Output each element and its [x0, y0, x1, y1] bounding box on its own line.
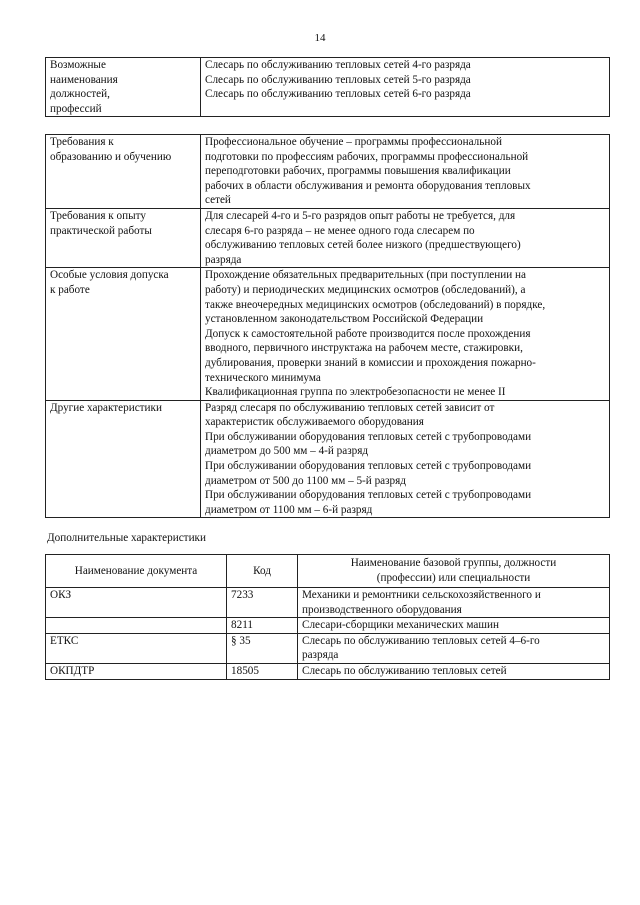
- text-line: вводного, первичного инструктажа на рабочем месте, стажировки,: [205, 342, 523, 355]
- code-cell: 7233: [227, 588, 298, 618]
- text-line: диаметром до 500 мм – 4-й разряд: [205, 445, 369, 458]
- code-cell: § 35: [227, 633, 298, 663]
- requirement-label-cell: [46, 135, 201, 209]
- name-cell: [298, 618, 610, 634]
- text-line: переподготовки рабочих, программы повышения квалификации: [205, 165, 511, 178]
- text-line: Механики и ремонтники сельскохозяйственного и: [302, 589, 541, 601]
- text-line: Прохождение обязательных предварительных (при поступлении на: [205, 269, 526, 282]
- text-line: характеристик обслуживаемого оборудования: [205, 416, 424, 429]
- text-line: При обслуживании оборудования тепловых сетей с трубопроводами: [205, 430, 532, 443]
- header-line: Наименование базовой группы, должности: [350, 557, 557, 570]
- column-header-document: Наименование документа: [46, 555, 227, 588]
- additional-characteristics-table: [45, 554, 610, 680]
- requirement-label-cell: [46, 208, 201, 267]
- label-line: профессий: [50, 102, 102, 115]
- text-line: разряда: [205, 253, 242, 266]
- text-line: установленном законодательством Российской Федерации: [205, 313, 484, 326]
- name-cell: [298, 588, 610, 618]
- requirement-value-cell: [201, 135, 610, 209]
- text-line: подготовки по профессиям рабочих, программы профессиональной: [205, 150, 529, 163]
- requirements-table: [45, 134, 610, 518]
- additional-characteristics-heading: Дополнительные характеристики: [47, 532, 206, 544]
- positions-value-cell: [201, 58, 610, 117]
- table-row: [46, 400, 610, 518]
- header-line: (профессии) или специальности: [376, 572, 531, 584]
- table-row: [46, 618, 610, 634]
- text-line: Допуск к самостоятельной работе производится после прохождения: [205, 327, 531, 340]
- position-title: Слесарь по обслуживанию тепловых сетей 5-го разряда: [205, 73, 471, 86]
- text-line: Квалификационная группа по электробезопасности не менее II: [205, 386, 506, 399]
- code-cell: 8211: [227, 618, 298, 634]
- text-line: Профессиональное обучение – программы профессиональной: [205, 136, 502, 148]
- text-line: Слесари-сборщики механических машин: [302, 619, 499, 632]
- table-row: [46, 633, 610, 663]
- text-line: дублирования, проверки знаний в комиссии и прохождения пожарно-: [205, 356, 536, 369]
- text-line: Разряд слесаря по обслуживанию тепловых сетей зависит от: [205, 401, 495, 414]
- requirement-label-cell: [46, 268, 201, 400]
- table-row: [46, 588, 610, 618]
- text-line: Для слесарей 4-го и 5-го разрядов опыт работы не требуется, для: [205, 209, 516, 222]
- requirement-value-cell: [201, 400, 610, 518]
- text-line: производственного оборудования: [302, 603, 462, 616]
- position-title: Слесарь по обслуживанию тепловых сетей 6-го разряда: [205, 88, 471, 101]
- text-line: слесаря 6-го разряда – не менее одного года слесарем по: [205, 224, 475, 237]
- document-cell: ОКПДТР: [46, 663, 227, 679]
- requirement-value-cell: [201, 208, 610, 267]
- text-line: разряда: [302, 649, 339, 662]
- column-header-code: Код: [227, 555, 298, 588]
- position-title: Слесарь по обслуживанию тепловых сетей 4-го разряда: [205, 59, 471, 71]
- label-line: Требования к: [50, 136, 114, 148]
- label-line: наименования: [50, 73, 118, 86]
- text-line: сетей: [205, 194, 231, 207]
- document-cell: ЕТКС: [46, 633, 227, 663]
- label-line: должностей,: [50, 88, 110, 101]
- positions-table: [45, 57, 610, 117]
- table-header-row: [46, 555, 610, 588]
- table-row: [46, 135, 610, 209]
- label-line: Другие характеристики: [50, 401, 162, 414]
- text-line: работу) и периодических медицинских осмотров (обследований), а: [205, 283, 526, 296]
- label-line: Требования к опыту: [50, 209, 146, 222]
- positions-label-cell: [46, 58, 201, 117]
- table-row: [46, 208, 610, 267]
- requirement-value-cell: [201, 268, 610, 400]
- text-line: Слесарь по обслуживанию тепловых сетей 4–6-го: [302, 634, 540, 647]
- document-cell: ОКЗ: [46, 588, 227, 618]
- text-line: При обслуживании оборудования тепловых сетей с трубопроводами: [205, 460, 532, 473]
- label-line: к работе: [50, 283, 90, 296]
- label-line: практической работы: [50, 224, 152, 237]
- text-line: диаметром от 1100 мм – 6-й разряд: [205, 503, 373, 516]
- code-cell: 18505: [227, 663, 298, 679]
- text-line: также внеочередных медицинских осмотров (обследований) в порядке,: [205, 298, 546, 311]
- label-line: образованию и обучению: [50, 150, 172, 163]
- table-row: [46, 58, 610, 117]
- requirement-label-cell: [46, 400, 201, 518]
- table-row: [46, 268, 610, 400]
- label-line: Возможные: [50, 59, 106, 71]
- text-line: При обслуживании оборудования тепловых сетей с трубопроводами: [205, 489, 532, 502]
- document-cell: [46, 618, 227, 634]
- text-line: технического минимума: [205, 371, 321, 384]
- column-header-name: [298, 555, 610, 588]
- text-line: Слесарь по обслуживанию тепловых сетей: [302, 664, 507, 677]
- name-cell: [298, 633, 610, 663]
- name-cell: [298, 663, 610, 679]
- text-line: рабочих в области обслуживания и ремонта оборудования тепловых: [205, 179, 531, 192]
- page-number: 14: [314, 32, 326, 44]
- text-line: диаметром от 500 до 1100 мм – 5-й разряд: [205, 474, 406, 487]
- label-line: Особые условия допуска: [50, 269, 169, 282]
- table-row: [46, 663, 610, 679]
- text-line: обслуживанию тепловых сетей более низкого (предшествующего): [205, 239, 521, 252]
